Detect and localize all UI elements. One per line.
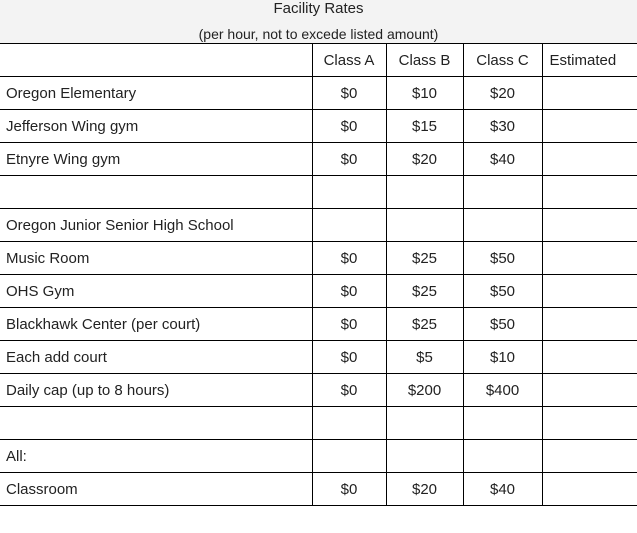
class-a-rate: $0 xyxy=(312,341,386,374)
estimated-cell[interactable] xyxy=(542,341,637,374)
class-a-rate xyxy=(312,440,386,473)
facility-name: Oregon Elementary xyxy=(0,77,312,110)
document-subtitle: (per hour, not to excede listed amount) xyxy=(198,26,439,42)
estimated-cell[interactable] xyxy=(542,209,637,242)
table-row xyxy=(0,308,637,341)
table-row xyxy=(0,473,637,506)
class-c-rate: $10 xyxy=(463,341,542,374)
table-row xyxy=(0,341,637,374)
facility-name: OHS Gym xyxy=(0,275,312,308)
estimated-cell[interactable] xyxy=(542,308,637,341)
section-heading: Oregon Junior Senior High School xyxy=(0,209,312,242)
document-title: Facility Rates xyxy=(273,0,364,17)
class-c-rate: $50 xyxy=(463,275,542,308)
table-row xyxy=(0,275,637,308)
table-row xyxy=(0,242,637,275)
class-a-rate xyxy=(312,176,386,209)
class-b-rate: $15 xyxy=(386,110,463,143)
document-header xyxy=(0,0,637,43)
class-a-rate: $0 xyxy=(312,275,386,308)
class-b-rate: $5 xyxy=(386,341,463,374)
estimated-cell[interactable] xyxy=(542,473,637,506)
class-a-rate: $0 xyxy=(312,308,386,341)
facility-name: Each add court xyxy=(0,341,312,374)
class-c-rate: $400 xyxy=(463,374,542,407)
class-a-rate: $0 xyxy=(312,473,386,506)
table-row-blank xyxy=(0,407,637,440)
column-header-class-b: Class B xyxy=(386,44,463,77)
estimated-cell[interactable] xyxy=(542,407,637,440)
class-b-rate xyxy=(386,440,463,473)
class-c-rate xyxy=(463,440,542,473)
class-a-rate: $0 xyxy=(312,77,386,110)
column-header-class-c: Class C xyxy=(463,44,542,77)
class-c-rate: $20 xyxy=(463,77,542,110)
class-a-rate xyxy=(312,209,386,242)
facility-name: Classroom xyxy=(0,473,312,506)
class-a-rate: $0 xyxy=(312,374,386,407)
estimated-cell[interactable] xyxy=(542,77,637,110)
class-c-rate xyxy=(463,209,542,242)
table-row-section-heading xyxy=(0,440,637,473)
facility-rates-table xyxy=(0,43,637,506)
class-b-rate: $20 xyxy=(386,473,463,506)
class-b-rate xyxy=(386,407,463,440)
table-row-blank xyxy=(0,176,637,209)
facility-name: Jefferson Wing gym xyxy=(0,110,312,143)
class-a-rate: $0 xyxy=(312,110,386,143)
facility-name: Daily cap (up to 8 hours) xyxy=(0,374,312,407)
class-a-rate: $0 xyxy=(312,242,386,275)
class-b-rate xyxy=(386,176,463,209)
table-row xyxy=(0,143,637,176)
facility-name xyxy=(0,407,312,440)
estimated-cell[interactable] xyxy=(542,275,637,308)
table-row xyxy=(0,77,637,110)
class-b-rate: $25 xyxy=(386,308,463,341)
estimated-cell[interactable] xyxy=(542,143,637,176)
table-row xyxy=(0,110,637,143)
estimated-cell[interactable] xyxy=(542,374,637,407)
table-row xyxy=(0,374,637,407)
class-c-rate: $40 xyxy=(463,143,542,176)
facility-name: Etnyre Wing gym xyxy=(0,143,312,176)
class-b-rate: $25 xyxy=(386,275,463,308)
column-header-facility xyxy=(0,44,312,77)
estimated-cell[interactable] xyxy=(542,242,637,275)
class-c-rate: $50 xyxy=(463,242,542,275)
column-header-class-a: Class A xyxy=(312,44,386,77)
class-b-rate: $200 xyxy=(386,374,463,407)
estimated-cell[interactable] xyxy=(542,176,637,209)
table-row-section-heading xyxy=(0,209,637,242)
class-b-rate: $10 xyxy=(386,77,463,110)
class-b-rate: $20 xyxy=(386,143,463,176)
class-c-rate: $50 xyxy=(463,308,542,341)
facility-name xyxy=(0,176,312,209)
class-a-rate xyxy=(312,407,386,440)
facility-name: Music Room xyxy=(0,242,312,275)
class-c-rate: $30 xyxy=(463,110,542,143)
class-a-rate: $0 xyxy=(312,143,386,176)
class-b-rate: $25 xyxy=(386,242,463,275)
class-c-rate xyxy=(463,176,542,209)
estimated-cell[interactable] xyxy=(542,440,637,473)
column-header-estimated: Estimated xyxy=(542,44,637,77)
class-b-rate xyxy=(386,209,463,242)
estimated-cell[interactable] xyxy=(542,110,637,143)
class-c-rate: $40 xyxy=(463,473,542,506)
facility-name: Blackhawk Center (per court) xyxy=(0,308,312,341)
section-heading: All: xyxy=(0,440,312,473)
table-header-row xyxy=(0,44,637,77)
class-c-rate xyxy=(463,407,542,440)
